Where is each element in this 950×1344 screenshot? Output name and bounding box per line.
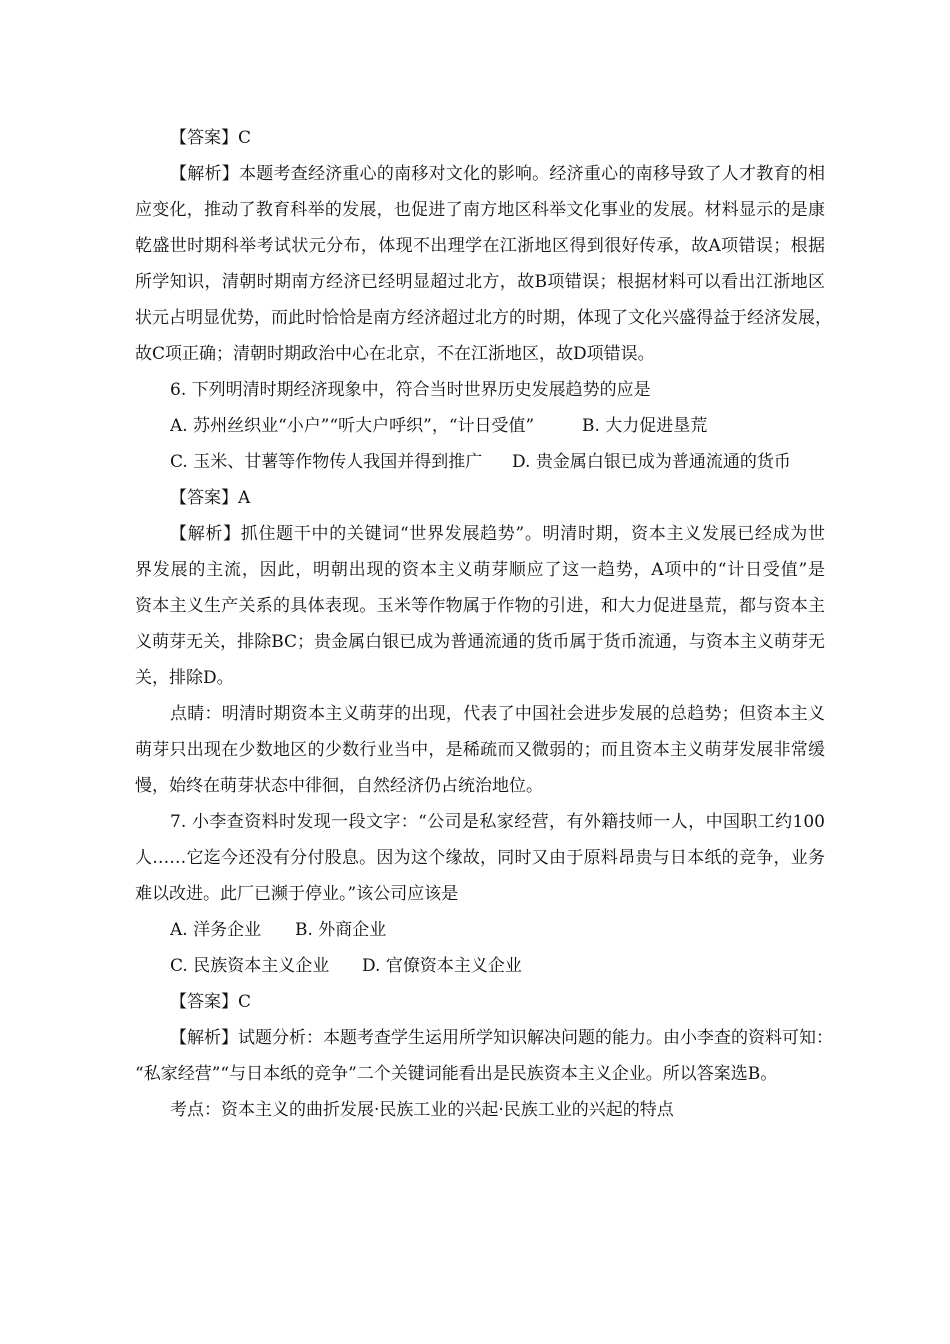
q6-option-d: D. 贵金属白银已成为普通流通的货币 bbox=[512, 452, 791, 472]
q6-tip-line: 慢，始终在萌芽状态中徘徊，自然经济仍占统治地位。 bbox=[135, 776, 543, 796]
q7-analysis-line: 【解析】试题分析：本题考查学生运用所学知识解决问题的能力。由小李查的资料可知： bbox=[170, 1028, 833, 1048]
q6-option-a: A. 苏州丝织业“小户”“听大户呼织”，“计日受值” bbox=[170, 416, 535, 436]
q6-option-b: B. 大力促进垦荒 bbox=[582, 416, 708, 436]
q6-tip-line: 萌芽只出现在少数地区的少数行业当中，是稀疏而又微弱的；而且资本主义萌芽发展非常缓 bbox=[135, 740, 825, 760]
q5-analysis-line: 应变化，推动了教育科举的发展，也促进了南方地区科举文化事业的发展。材料显示的是康 bbox=[135, 200, 825, 220]
q7-option-c: C. 民族资本主义企业 bbox=[170, 956, 330, 976]
q6-analysis-line: 义萌芽无关，排除BC；贵金属白银已成为普通流通的货币属于货币流通，与资本主义萌芽无 bbox=[135, 632, 825, 652]
q6-option-c: C. 玉米、甘薯等作物传人我国并得到推广 bbox=[170, 452, 483, 472]
q6-question: 6. 下列明清时期经济现象中，符合当时世界历史发展趋势的应是 bbox=[170, 380, 651, 400]
q7-question-line: 7. 小李查资料时发现一段文字：“公司是私家经营，有外籍技师一人，中国职工约100 bbox=[170, 812, 825, 832]
q7-analysis-line: “私家经营”“与日本纸的竞争”二个关键词能看出是民族资本主义企业。所以答案选B。 bbox=[135, 1064, 778, 1084]
q5-analysis-line: 状元占明显优势，而此时恰恰是南方经济超过北方的时期，体现了文化兴盛得益于经济发展， bbox=[135, 308, 832, 328]
q6-answer: 【答案】A bbox=[170, 488, 251, 508]
q6-analysis-line: 关，排除D。 bbox=[135, 668, 234, 688]
q6-analysis-line: 界发展的主流，因此，明朝出现的资本主义萌芽顺应了这一趋势，A项中的“计日受值”是 bbox=[135, 560, 825, 580]
q5-analysis-line: 故C项正确；清朝时期政治中心在北京，不在江浙地区，故D项错误。 bbox=[135, 344, 655, 364]
q7-option-b: B. 外商企业 bbox=[295, 920, 387, 940]
q6-analysis-line: 资本主义生产关系的具体表现。玉米等作物属于作物的引进，和大力促进垦荒，都与资本主 bbox=[135, 596, 825, 616]
q5-analysis-line: 所学知识，清朝时期南方经济已经明显超过北方，故B项错误；根据材料可以看出江浙地区 bbox=[135, 272, 825, 292]
q7-option-d: D. 官僚资本主义企业 bbox=[362, 956, 522, 976]
q7-exam-point: 考点：资本主义的曲折发展·民族工业的兴起·民族工业的兴起的特点 bbox=[170, 1100, 674, 1120]
q7-answer: 【答案】C bbox=[170, 992, 252, 1012]
q7-option-a: A. 洋务企业 bbox=[170, 920, 262, 940]
q5-answer: 【答案】C bbox=[170, 128, 252, 148]
q7-question-line: 人……它迄今还没有分付股息。因为这个缘故，同时又由于原料昂贵与日本纸的竞争，业务 bbox=[135, 848, 825, 868]
q7-options-row-2 bbox=[170, 955, 825, 977]
q7-question-line: 难以改进。此厂已濒于停业。”该公司应该是 bbox=[135, 884, 459, 904]
q5-analysis-line: 【解析】本题考查经济重心的南移对文化的影响。经济重心的南移导致了人才教育的相 bbox=[170, 164, 825, 184]
q6-options-row-2 bbox=[170, 451, 825, 473]
q7-options-row-1 bbox=[170, 919, 825, 941]
q6-analysis-line: 【解析】抓住题干中的关键词“世界发展趋势”。明清时期，资本主义发展已经成为世 bbox=[170, 524, 825, 544]
q6-options-row-1 bbox=[170, 415, 825, 437]
q6-tip-line: 点睛：明清时期资本主义萌芽的出现，代表了中国社会进步发展的总趋势；但资本主义 bbox=[170, 704, 825, 724]
q5-analysis-line: 乾盛世时期科举考试状元分布，体现不出理学在江浙地区得到很好传承，故A项错误；根据 bbox=[135, 236, 825, 256]
